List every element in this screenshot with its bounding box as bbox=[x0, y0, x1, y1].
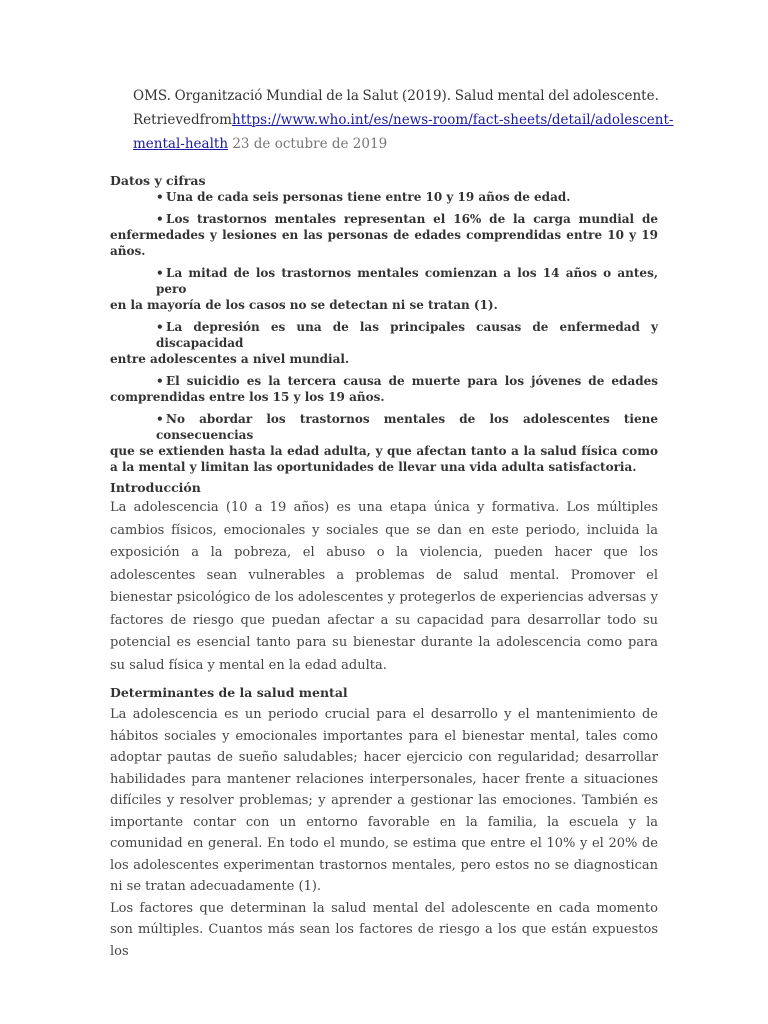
access-date: 23 de octubre de 2019 bbox=[232, 136, 388, 152]
datos-section bbox=[110, 173, 658, 481]
bullet-marker: • bbox=[156, 212, 164, 226]
bullet-item bbox=[110, 265, 658, 313]
reference-link-continued[interactable]: mental-health bbox=[133, 136, 229, 152]
bullet-item bbox=[110, 189, 658, 205]
introduccion-paragraph: La adolescencia (10 a 19 años) es una etapa única y formativa. Los múltiples cambios físicos, emocionales y sociales que se dan en este periodo, incluida la exposición a la pobreza, el abuso o la violencia, pueden hacer que los adolescentes sean vulnerables a problemas de salud mental. Promover el bienestar psicológico de los adolescentes y protegerlos de experiencias adversas y factores de riesgo que puedan afectar a su capacidad para desarrollar todo su potencial es esencial tanto para su bienestar durante la adolescencia como para su salud física y mental en la edad adulta. bbox=[110, 500, 658, 673]
bullet-text: Los trastornos mentales representan el 16% de la carga mundial de bbox=[166, 212, 658, 226]
bullet-text-continued: que se extienden hasta la edad adulta, y que afectan tanto a la salud física como a la mental y limitan las oportunidades de llevar una vida adulta satisfactoria. bbox=[110, 444, 658, 474]
bullet-text: No abordar los trastornos mentales de los adolescentes tiene consecuencias bbox=[156, 412, 658, 442]
datos-heading: Datos y cifras bbox=[110, 173, 206, 188]
bullet-line-first bbox=[110, 211, 658, 227]
reference-word: Mundial bbox=[266, 88, 323, 104]
introduccion-heading: Introducción bbox=[110, 480, 201, 495]
bullet-marker: • bbox=[156, 412, 164, 426]
reference-word: (2019). bbox=[401, 88, 452, 104]
bullet-text: El suicidio es la tercera causa de muerte para los jóvenes de edades bbox=[166, 374, 658, 388]
bullet-marker: • bbox=[156, 374, 164, 388]
bullet-text-continued: enfermedades y lesiones en las personas de edades comprendidas entre 10 y 19 años. bbox=[110, 228, 658, 258]
bullet-line-first bbox=[110, 319, 658, 351]
reference-word: del bbox=[548, 88, 570, 104]
from-word: from bbox=[199, 112, 232, 128]
bullet-item bbox=[110, 211, 658, 259]
bullet-text: La depresión es una de las principales causas de enfermedad y discapacidad bbox=[156, 320, 658, 350]
determinantes-paragraph-2: Los factores que determinan la salud mental del adolescente en cada momento son múltiples. Cuantos más sean los factores de riesgo a los que están expuestos los bbox=[110, 900, 658, 959]
reference-word: Salut bbox=[362, 88, 399, 104]
reference-link[interactable]: https://www.who.int/es/news-room/fact-sheets/detail/adolescent- bbox=[232, 112, 674, 128]
bullet-text-continued: en la mayoría de los casos no se detectan ni se tratan (1). bbox=[110, 298, 498, 312]
reference-word: Organització bbox=[174, 88, 263, 104]
bullet-line-first bbox=[110, 411, 658, 443]
retrieved-word: Retrieved bbox=[133, 112, 200, 128]
reference-word: de bbox=[326, 88, 343, 104]
reference-word: Salud bbox=[454, 88, 494, 104]
bullet-text: Una de cada seis personas tiene entre 10 y 19 años de edad. bbox=[166, 190, 571, 204]
determinantes-section bbox=[110, 685, 658, 962]
bullet-text-continued: entre adolescentes a nivel mundial. bbox=[110, 352, 350, 366]
determinantes-heading: Determinantes de la salud mental bbox=[110, 685, 348, 700]
reference-line-3 bbox=[133, 132, 659, 156]
reference-word: OMS. bbox=[133, 88, 171, 104]
bullet-marker: • bbox=[156, 190, 164, 204]
bullet-marker: • bbox=[156, 266, 164, 280]
bullet-line-first bbox=[110, 373, 658, 389]
reference-line-1 bbox=[133, 84, 659, 108]
introduccion-section bbox=[110, 480, 658, 677]
datos-bullet-list bbox=[110, 189, 658, 475]
reference-line-2 bbox=[133, 108, 674, 132]
reference-word: mental bbox=[497, 88, 545, 104]
bullet-line-first bbox=[110, 265, 658, 297]
bullet-item bbox=[110, 411, 658, 475]
determinantes-paragraph-1: La adolescencia es un periodo crucial para el desarrollo y el mantenimiento de hábitos sociales y emocionales importantes para el bienestar mental, tales como adoptar pautas de sueño saludables; hacer ejercicio con regularidad; desarrollar habilidades para mantener relaciones interpersonales, hacer frente a situaciones difíciles y resolver problemas; y aprender a gestionar las emociones. También es importante contar con un entorno favorable en la familia, la escuela y la comunidad en general. En todo el mundo, se estima que entre el 10% y el 20% de los adolescentes experimentan trastornos mentales, pero estos no se diagnostican ni se tratan adecuadamente (1). bbox=[110, 707, 658, 894]
reference-citation bbox=[133, 84, 674, 156]
bullet-marker: • bbox=[156, 320, 164, 334]
bullet-item bbox=[110, 319, 658, 367]
bullet-text-continued: comprendidas entre los 15 y los 19 años. bbox=[110, 390, 385, 404]
reference-word: la bbox=[346, 88, 359, 104]
reference-word: adolescente. bbox=[572, 88, 659, 104]
bullet-text: La mitad de los trastornos mentales comienzan a los 14 años o antes, pero bbox=[156, 266, 658, 296]
bullet-item bbox=[110, 373, 658, 405]
